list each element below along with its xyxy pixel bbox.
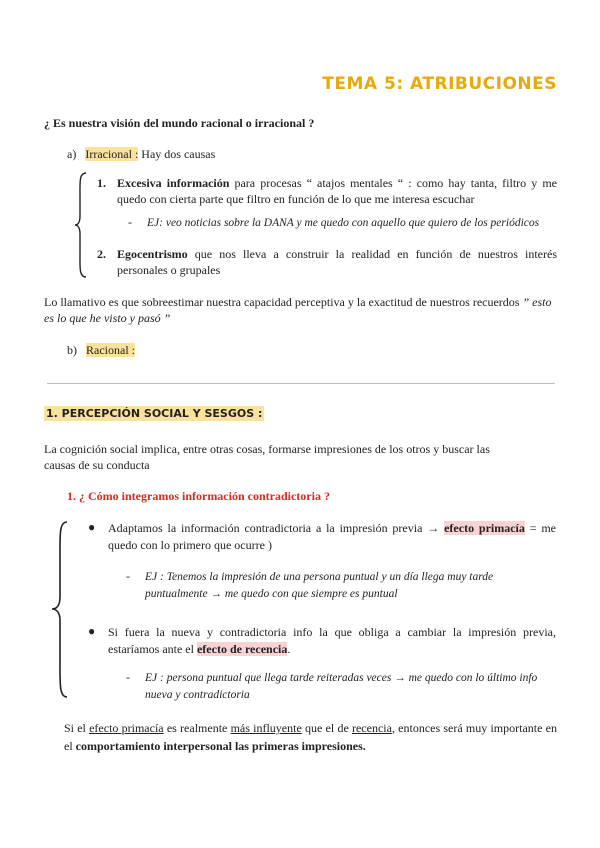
- bullet-recency: [108, 624, 556, 658]
- bullet-text: Adaptamos la información contradictoria a la impresión previa →: [108, 521, 445, 535]
- cause-1-body: [117, 175, 557, 207]
- paragraph-perception: [44, 294, 558, 326]
- dash-marker: -: [128, 215, 132, 229]
- list-number: 1.: [97, 176, 106, 190]
- cause-1-term: Excesiva información: [117, 176, 230, 190]
- dash-marker: -: [126, 670, 130, 684]
- paragraph-quote: ” esto es lo que he visto y pasó ”: [44, 295, 552, 325]
- bullet-text-end: = me quedo con lo primero que ocurre ): [108, 521, 556, 552]
- paragraph-cognition: La cognición social implica, entre otras cosas, formarse impresiones de los otros y buscar las causas de su conducta: [44, 442, 490, 472]
- example-text: EJ : persona puntual que llega tarde reiteradas veces → me quedo con lo último info nueva y contradictoria: [145, 672, 538, 701]
- underlined-term: efecto primacía: [89, 721, 164, 735]
- highlight-term: efecto de recencia: [196, 642, 288, 656]
- main-question: ¿ Es nuestra visión del mundo racional o irracional ?: [44, 116, 315, 130]
- bullet-dot-icon: ●: [88, 624, 96, 638]
- underlined-term: más influyente: [230, 721, 302, 735]
- cause-2-term: Egocentrismo: [117, 247, 188, 261]
- item-label: Irracional :: [85, 147, 139, 161]
- paragraph-text: Lo llamativo es que sobreestimar nuestra capacidad perceptiva y la exactitud de nuestros recuerdos: [44, 295, 523, 309]
- cause-2-body: [117, 246, 557, 278]
- bullet-text: Si fuera la nueva y contradictoria info la que obliga a cambiar la impresión previa, estaríamos ante el: [108, 625, 556, 656]
- cause-2-text: que nos lleva a construir la realidad en función de nuestros interés personales o grupales: [117, 247, 557, 277]
- paragraph-conclusion: [64, 719, 557, 755]
- list-marker: a): [67, 147, 77, 161]
- cause-1: [97, 175, 557, 206]
- page-title: TEMA 5: ATRIBUCIONES: [322, 74, 557, 94]
- bullet-primacy: [108, 520, 556, 554]
- curly-brace-icon: [51, 521, 69, 698]
- list-marker: b): [67, 343, 77, 357]
- underlined-term: recencia: [351, 721, 392, 735]
- highlight-term: efecto primacía: [444, 521, 525, 535]
- example-text: EJ : Tenemos la impresión de una persona puntual y un día llega muy tarde puntualmente → me quedo con que siempre es puntual: [145, 571, 494, 600]
- list-item-a: [67, 147, 215, 162]
- text: que el de: [301, 721, 352, 735]
- bold-text: comportamiento interpersonal las primeras impresiones.: [75, 739, 366, 753]
- cause-1-text: para procesas “ atajos mentales “ : como hay tanta, filtro y me quedo con cierta parte que filtro en función de lo que me interesa escuchar: [117, 176, 557, 206]
- example-text: EJ: veo noticias sobre la DANA y me quedo con aquello que quiero de los periódicos: [147, 217, 540, 229]
- bullet-text-end: .: [287, 642, 291, 656]
- list-number: 2.: [97, 247, 106, 261]
- item-text: Hay dos causas: [138, 147, 216, 161]
- curly-brace-icon: [74, 172, 88, 278]
- list-item-b: [67, 343, 135, 358]
- text: Si el: [64, 721, 90, 735]
- bullet-dot-icon: ●: [88, 520, 96, 534]
- subheading: 1. ¿ Cómo integramos información contradictoria ?: [67, 489, 330, 503]
- section-heading: 1. PERCEPCIÓN SOCIAL Y SESGOS :: [46, 407, 263, 420]
- text: , entonces será muy importante en el: [64, 721, 557, 753]
- cause-2: [97, 246, 557, 277]
- text: es realmente: [163, 721, 231, 735]
- cause-1-example: [128, 215, 568, 230]
- item-label: Racional :: [86, 343, 135, 357]
- section-divider: [47, 383, 555, 384]
- dash-marker: -: [126, 569, 130, 583]
